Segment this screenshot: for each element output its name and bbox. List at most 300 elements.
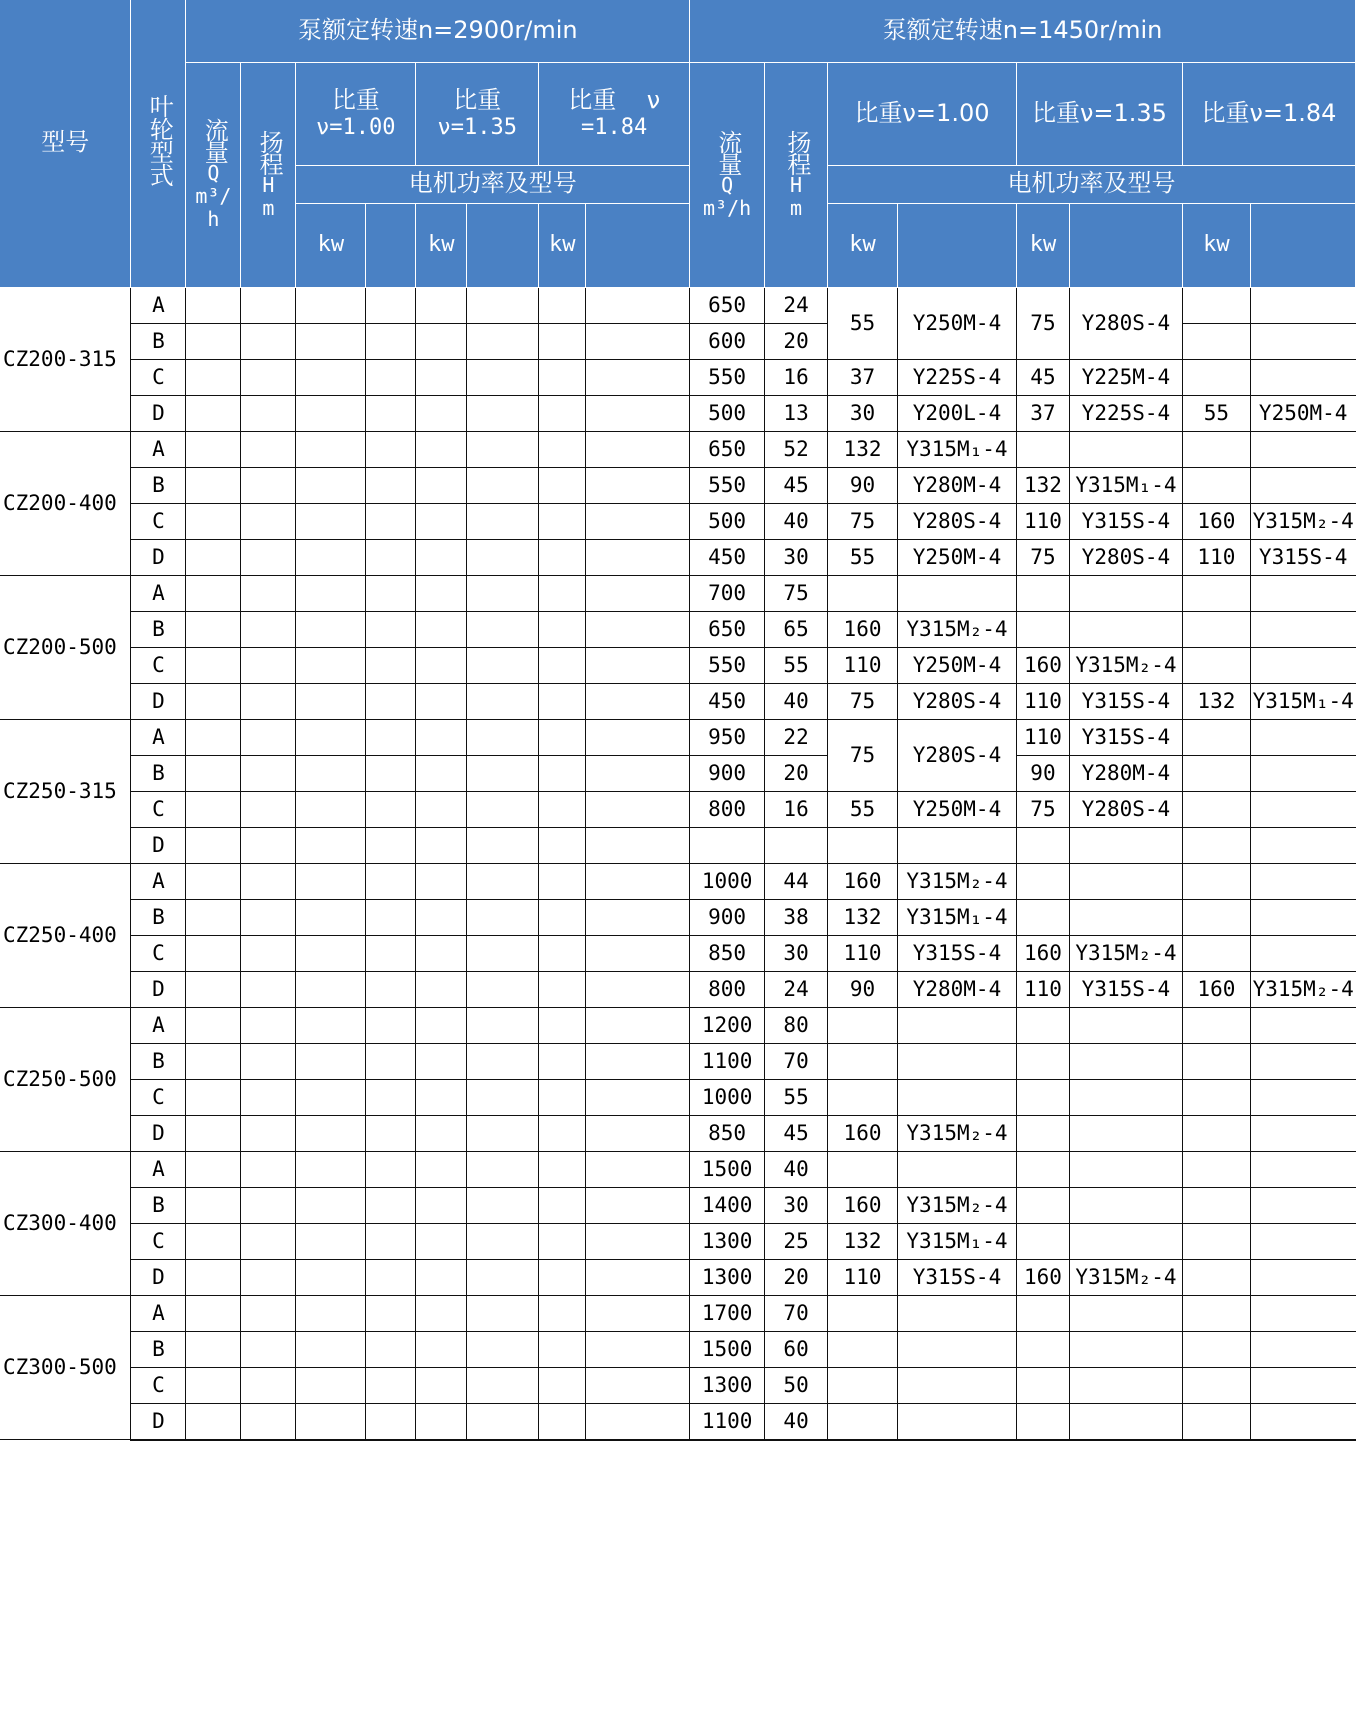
cell-motor-model: [1250, 935, 1355, 971]
cell-empty-2900: [241, 683, 296, 719]
cell-empty-2900: [539, 503, 586, 539]
cell-motor-model: Y315M₁-4: [898, 899, 1017, 935]
cell-kw: 160: [828, 611, 898, 647]
cell-empty-2900: [539, 1079, 586, 1115]
cell-motor-model: Y250M-4: [898, 287, 1017, 359]
cell-empty-2900: [539, 431, 586, 467]
cell-empty-2900: [366, 755, 416, 791]
cell-kw: [1016, 431, 1069, 467]
cell-motor-model: Y280S-4: [1069, 287, 1182, 359]
cell-motor-model: [1250, 1043, 1355, 1079]
cell-kw: [1182, 863, 1250, 899]
cell-head: 65: [765, 611, 828, 647]
cell-empty-2900: [586, 359, 690, 395]
cell-motor-model: [1069, 1187, 1182, 1223]
cell-kw: 37: [828, 359, 898, 395]
cell-kw: [1182, 467, 1250, 503]
cell-empty-2900: [586, 575, 690, 611]
table-row: [0, 899, 1356, 935]
cell-empty-2900: [586, 323, 690, 359]
cell-model: CZ300-500: [0, 1295, 131, 1440]
cell-empty-2900: [586, 1223, 690, 1259]
cell-empty-2900: [416, 863, 467, 899]
cell-empty-2900: [467, 1403, 539, 1440]
cell-head: 30: [765, 539, 828, 575]
cell-flow: 850: [690, 935, 765, 971]
cell-kw: 132: [1016, 467, 1069, 503]
cell-empty-2900: [416, 647, 467, 683]
cell-empty-2900: [366, 1079, 416, 1115]
cell-impeller: C: [131, 1079, 186, 1115]
cell-kw: [1016, 1079, 1069, 1115]
cell-impeller: C: [131, 647, 186, 683]
cell-empty-2900: [296, 611, 366, 647]
cell-flow: 1100: [690, 1043, 765, 1079]
cell-head: 22: [765, 719, 828, 755]
cell-head: 20: [765, 323, 828, 359]
cell-flow: 800: [690, 971, 765, 1007]
cell-kw: 110: [828, 935, 898, 971]
cell-motor-model: [1250, 647, 1355, 683]
cell-motor-model: [898, 1403, 1017, 1440]
table-row: [0, 1007, 1356, 1043]
table-row: [0, 755, 1356, 791]
cell-motor-model: [898, 1079, 1017, 1115]
cell-empty-2900: [366, 395, 416, 431]
cell-empty-2900: [416, 1223, 467, 1259]
cell-empty-2900: [539, 1043, 586, 1079]
cell-head: [765, 827, 828, 863]
cell-empty-2900: [366, 1007, 416, 1043]
cell-kw: [1016, 1331, 1069, 1367]
cell-motor-model: [1069, 1331, 1182, 1367]
header-head-unit-2: m: [262, 195, 275, 220]
cell-empty-2900: [241, 1259, 296, 1295]
cell-model: CZ250-500: [0, 1007, 131, 1151]
cell-empty-2900: [296, 467, 366, 503]
cell-empty-2900: [539, 1223, 586, 1259]
cell-kw: [1016, 575, 1069, 611]
cell-empty-2900: [586, 755, 690, 791]
cell-empty-2900: [366, 1043, 416, 1079]
cell-empty-2900: [186, 539, 241, 575]
cell-impeller: A: [131, 1295, 186, 1331]
cell-empty-2900: [241, 1151, 296, 1187]
cell-empty-2900: [467, 1295, 539, 1331]
cell-motor-model: [1250, 1403, 1355, 1440]
header-motor-2900: 电机功率及型号: [296, 165, 690, 203]
cell-kw: [1016, 863, 1069, 899]
cell-motor-model: Y280M-4: [1069, 755, 1182, 791]
cell-head: 50: [765, 1367, 828, 1403]
cell-head: 20: [765, 755, 828, 791]
header-motor-model: [1250, 203, 1355, 287]
cell-empty-2900: [467, 1367, 539, 1403]
cell-empty-2900: [467, 1079, 539, 1115]
cell-impeller: A: [131, 575, 186, 611]
cell-empty-2900: [539, 1259, 586, 1295]
cell-empty-2900: [296, 827, 366, 863]
cell-head: 20: [765, 1259, 828, 1295]
cell-empty-2900: [241, 1115, 296, 1151]
cell-empty-2900: [241, 611, 296, 647]
header-kw: kw: [1182, 203, 1250, 287]
cell-motor-model: [898, 575, 1017, 611]
cell-kw: [1182, 1043, 1250, 1079]
cell-head: 70: [765, 1043, 828, 1079]
cell-head: 24: [765, 287, 828, 323]
table-body: [0, 287, 1356, 1440]
cell-empty-2900: [186, 323, 241, 359]
cell-empty-2900: [366, 863, 416, 899]
cell-motor-model: Y315S-4: [1069, 683, 1182, 719]
cell-empty-2900: [296, 323, 366, 359]
cell-empty-2900: [586, 395, 690, 431]
cell-empty-2900: [296, 1115, 366, 1151]
cell-empty-2900: [586, 1151, 690, 1187]
cell-empty-2900: [366, 647, 416, 683]
cell-head: 40: [765, 683, 828, 719]
header-sg-135-value: ν=1.35: [437, 114, 517, 140]
cell-empty-2900: [416, 575, 467, 611]
header-flow-unit-2: m³/: [195, 184, 232, 208]
cell-motor-model: Y315S-4: [1069, 971, 1182, 1007]
cell-motor-model: [1069, 575, 1182, 611]
cell-empty-2900: [539, 287, 586, 323]
cell-motor-model: Y315M₂-4: [1250, 971, 1355, 1007]
cell-empty-2900: [467, 791, 539, 827]
cell-motor-model: Y315M₂-4: [898, 611, 1017, 647]
cell-model: CZ250-315: [0, 719, 131, 863]
cell-empty-2900: [241, 395, 296, 431]
cell-kw: [1182, 1295, 1250, 1331]
cell-kw: [828, 827, 898, 863]
cell-empty-2900: [539, 863, 586, 899]
cell-empty-2900: [186, 467, 241, 503]
cell-kw: 160: [1182, 503, 1250, 539]
cell-empty-2900: [366, 827, 416, 863]
cell-empty-2900: [241, 467, 296, 503]
table-row: [0, 1079, 1356, 1115]
cell-kw: [1182, 719, 1250, 755]
cell-flow: 900: [690, 755, 765, 791]
cell-kw: 90: [1016, 755, 1069, 791]
cell-motor-model: [1069, 431, 1182, 467]
cell-empty-2900: [186, 1079, 241, 1115]
cell-empty-2900: [416, 935, 467, 971]
cell-motor-model: Y280S-4: [1069, 539, 1182, 575]
cell-kw: 55: [1182, 395, 1250, 431]
cell-motor-model: [1250, 467, 1355, 503]
cell-kw: [1182, 1223, 1250, 1259]
cell-empty-2900: [366, 1403, 416, 1440]
cell-empty-2900: [467, 971, 539, 1007]
cell-empty-2900: [467, 1259, 539, 1295]
cell-empty-2900: [241, 719, 296, 755]
cell-empty-2900: [539, 899, 586, 935]
cell-empty-2900: [586, 791, 690, 827]
cell-empty-2900: [416, 755, 467, 791]
table-row: [0, 431, 1356, 467]
cell-empty-2900: [539, 323, 586, 359]
cell-impeller: B: [131, 323, 186, 359]
cell-empty-2900: [296, 755, 366, 791]
cell-empty-2900: [467, 539, 539, 575]
cell-kw: [1016, 1115, 1069, 1151]
cell-empty-2900: [416, 503, 467, 539]
cell-empty-2900: [539, 827, 586, 863]
table-row: [0, 971, 1356, 1007]
cell-empty-2900: [467, 863, 539, 899]
cell-empty-2900: [296, 1403, 366, 1440]
cell-kw: 75: [1016, 791, 1069, 827]
cell-kw: 160: [828, 1115, 898, 1151]
cell-kw: [1182, 1079, 1250, 1115]
cell-motor-model: [1069, 827, 1182, 863]
cell-motor-model: [1250, 287, 1355, 323]
cell-kw: [828, 575, 898, 611]
cell-empty-2900: [296, 575, 366, 611]
table-row: [0, 647, 1356, 683]
header-head-2900: [241, 62, 296, 287]
cell-empty-2900: [186, 1367, 241, 1403]
cell-kw: [1182, 755, 1250, 791]
cell-empty-2900: [241, 1403, 296, 1440]
cell-flow: 500: [690, 395, 765, 431]
table-row: [0, 683, 1356, 719]
cell-head: 40: [765, 1403, 828, 1440]
cell-motor-model: Y315S-4: [898, 1259, 1017, 1295]
cell-empty-2900: [539, 647, 586, 683]
header-flow-label: 流量: [200, 118, 229, 162]
cell-flow: 1300: [690, 1223, 765, 1259]
cell-empty-2900: [296, 503, 366, 539]
cell-empty-2900: [296, 359, 366, 395]
table-row: [0, 503, 1356, 539]
cell-empty-2900: [186, 971, 241, 1007]
cell-empty-2900: [186, 899, 241, 935]
cell-empty-2900: [366, 323, 416, 359]
table-row: [0, 1223, 1356, 1259]
cell-motor-model: Y280S-4: [898, 683, 1017, 719]
header-flow-unit-3: h: [207, 207, 220, 231]
cell-flow: 550: [690, 359, 765, 395]
cell-empty-2900: [366, 899, 416, 935]
cell-motor-model: [1250, 1295, 1355, 1331]
cell-empty-2900: [241, 287, 296, 323]
cell-impeller: C: [131, 1223, 186, 1259]
cell-kw: [828, 1331, 898, 1367]
cell-empty-2900: [296, 1079, 366, 1115]
header-speed-1450: 泵额定转速n=1450r/min: [690, 0, 1356, 62]
cell-empty-2900: [296, 863, 366, 899]
cell-flow: 850: [690, 1115, 765, 1151]
cell-motor-model: Y250M-4: [898, 791, 1017, 827]
cell-empty-2900: [296, 1259, 366, 1295]
cell-empty-2900: [366, 683, 416, 719]
cell-motor-model: Y280M-4: [898, 467, 1017, 503]
cell-empty-2900: [241, 1079, 296, 1115]
cell-kw: 90: [828, 971, 898, 1007]
cell-kw: 160: [828, 863, 898, 899]
cell-empty-2900: [296, 1295, 366, 1331]
header-flow-1450-label: 流量: [713, 129, 742, 174]
cell-empty-2900: [366, 611, 416, 647]
cell-kw: [828, 1403, 898, 1440]
cell-head: 16: [765, 359, 828, 395]
header-sg-184-label: 比重 ν: [568, 86, 661, 115]
header-kw: kw: [296, 203, 366, 287]
cell-flow: 450: [690, 683, 765, 719]
cell-kw: 30: [828, 395, 898, 431]
cell-flow: 1500: [690, 1151, 765, 1187]
cell-kw: [1182, 1367, 1250, 1403]
table-row: [0, 791, 1356, 827]
header-flow-unit-1: Q: [207, 161, 220, 185]
cell-empty-2900: [416, 539, 467, 575]
cell-flow: 950: [690, 719, 765, 755]
cell-empty-2900: [241, 1043, 296, 1079]
cell-empty-2900: [186, 1115, 241, 1151]
cell-impeller: A: [131, 863, 186, 899]
cell-empty-2900: [539, 935, 586, 971]
cell-empty-2900: [539, 467, 586, 503]
cell-motor-model: Y315S-4: [1069, 503, 1182, 539]
cell-empty-2900: [467, 611, 539, 647]
cell-impeller: A: [131, 1007, 186, 1043]
cell-kw: [1182, 1259, 1250, 1295]
cell-kw: 132: [828, 1223, 898, 1259]
cell-kw: [1182, 827, 1250, 863]
cell-motor-model: [1069, 899, 1182, 935]
cell-kw: [1182, 1151, 1250, 1187]
header-sg-100-value: ν=1.00: [316, 114, 396, 140]
cell-motor-model: [1250, 755, 1355, 791]
cell-impeller: B: [131, 899, 186, 935]
cell-empty-2900: [416, 1151, 467, 1187]
cell-kw: [1016, 1007, 1069, 1043]
cell-flow: 650: [690, 611, 765, 647]
cell-empty-2900: [539, 971, 586, 1007]
cell-impeller: D: [131, 1115, 186, 1151]
cell-head: 40: [765, 503, 828, 539]
cell-empty-2900: [186, 575, 241, 611]
table-row: [0, 1403, 1356, 1440]
cell-empty-2900: [186, 431, 241, 467]
cell-empty-2900: [539, 683, 586, 719]
cell-impeller: B: [131, 1043, 186, 1079]
cell-empty-2900: [467, 467, 539, 503]
cell-empty-2900: [586, 683, 690, 719]
header-sg-184-value: =1.84: [581, 114, 648, 140]
cell-head: 30: [765, 1187, 828, 1223]
cell-empty-2900: [241, 791, 296, 827]
cell-empty-2900: [366, 1331, 416, 1367]
cell-kw: [1016, 1403, 1069, 1440]
cell-empty-2900: [366, 1115, 416, 1151]
cell-empty-2900: [416, 899, 467, 935]
cell-motor-model: [1069, 1403, 1182, 1440]
cell-motor-model: [1069, 1295, 1182, 1331]
cell-empty-2900: [416, 827, 467, 863]
cell-kw: 110: [1016, 683, 1069, 719]
cell-kw: [1182, 1187, 1250, 1223]
cell-empty-2900: [467, 719, 539, 755]
cell-motor-model: [1250, 1331, 1355, 1367]
cell-empty-2900: [241, 1295, 296, 1331]
table-row: [0, 719, 1356, 755]
cell-motor-model: [1250, 1367, 1355, 1403]
cell-impeller: C: [131, 503, 186, 539]
cell-empty-2900: [539, 395, 586, 431]
cell-empty-2900: [467, 395, 539, 431]
cell-empty-2900: [241, 1331, 296, 1367]
cell-empty-2900: [296, 1223, 366, 1259]
cell-impeller: C: [131, 791, 186, 827]
header-flow-1450-unit-2: m³/h: [703, 195, 752, 220]
cell-motor-model: Y250M-4: [898, 539, 1017, 575]
cell-flow: 700: [690, 575, 765, 611]
table-row: [0, 1187, 1356, 1223]
cell-empty-2900: [296, 1331, 366, 1367]
cell-kw: [1182, 1331, 1250, 1367]
cell-empty-2900: [416, 1115, 467, 1151]
cell-empty-2900: [467, 1151, 539, 1187]
cell-empty-2900: [416, 1367, 467, 1403]
table-row: [0, 1259, 1356, 1295]
cell-model: CZ200-500: [0, 575, 131, 719]
cell-kw: [1016, 1187, 1069, 1223]
cell-empty-2900: [416, 683, 467, 719]
cell-empty-2900: [416, 971, 467, 1007]
cell-empty-2900: [366, 935, 416, 971]
cell-motor-model: [1069, 1223, 1182, 1259]
cell-empty-2900: [416, 287, 467, 323]
table-row: [0, 539, 1356, 575]
cell-kw: [1016, 1367, 1069, 1403]
cell-empty-2900: [467, 827, 539, 863]
cell-empty-2900: [467, 575, 539, 611]
cell-kw: [1016, 899, 1069, 935]
cell-motor-model: Y225S-4: [1069, 395, 1182, 431]
cell-empty-2900: [416, 1187, 467, 1223]
cell-motor-model: Y315S-4: [1069, 719, 1182, 755]
cell-empty-2900: [366, 1295, 416, 1331]
cell-motor-model: Y280S-4: [898, 503, 1017, 539]
cell-kw: [1182, 1115, 1250, 1151]
cell-head: 52: [765, 431, 828, 467]
cell-motor-model: [1250, 1151, 1355, 1187]
cell-empty-2900: [416, 359, 467, 395]
cell-flow: 1700: [690, 1295, 765, 1331]
cell-motor-model: [1069, 863, 1182, 899]
cell-empty-2900: [416, 1007, 467, 1043]
cell-kw: 90: [828, 467, 898, 503]
cell-flow: 1000: [690, 1079, 765, 1115]
cell-empty-2900: [296, 899, 366, 935]
cell-motor-model: Y315M₁-4: [898, 431, 1017, 467]
cell-motor-model: [1069, 1367, 1182, 1403]
cell-empty-2900: [186, 1223, 241, 1259]
cell-empty-2900: [296, 791, 366, 827]
cell-motor-model: [1250, 431, 1355, 467]
cell-kw: [1016, 1043, 1069, 1079]
cell-head: 75: [765, 575, 828, 611]
cell-motor-model: Y315M₂-4: [1069, 647, 1182, 683]
cell-empty-2900: [241, 359, 296, 395]
cell-empty-2900: [586, 647, 690, 683]
header-sg-100-1450: 比重ν=1.00: [828, 62, 1017, 165]
